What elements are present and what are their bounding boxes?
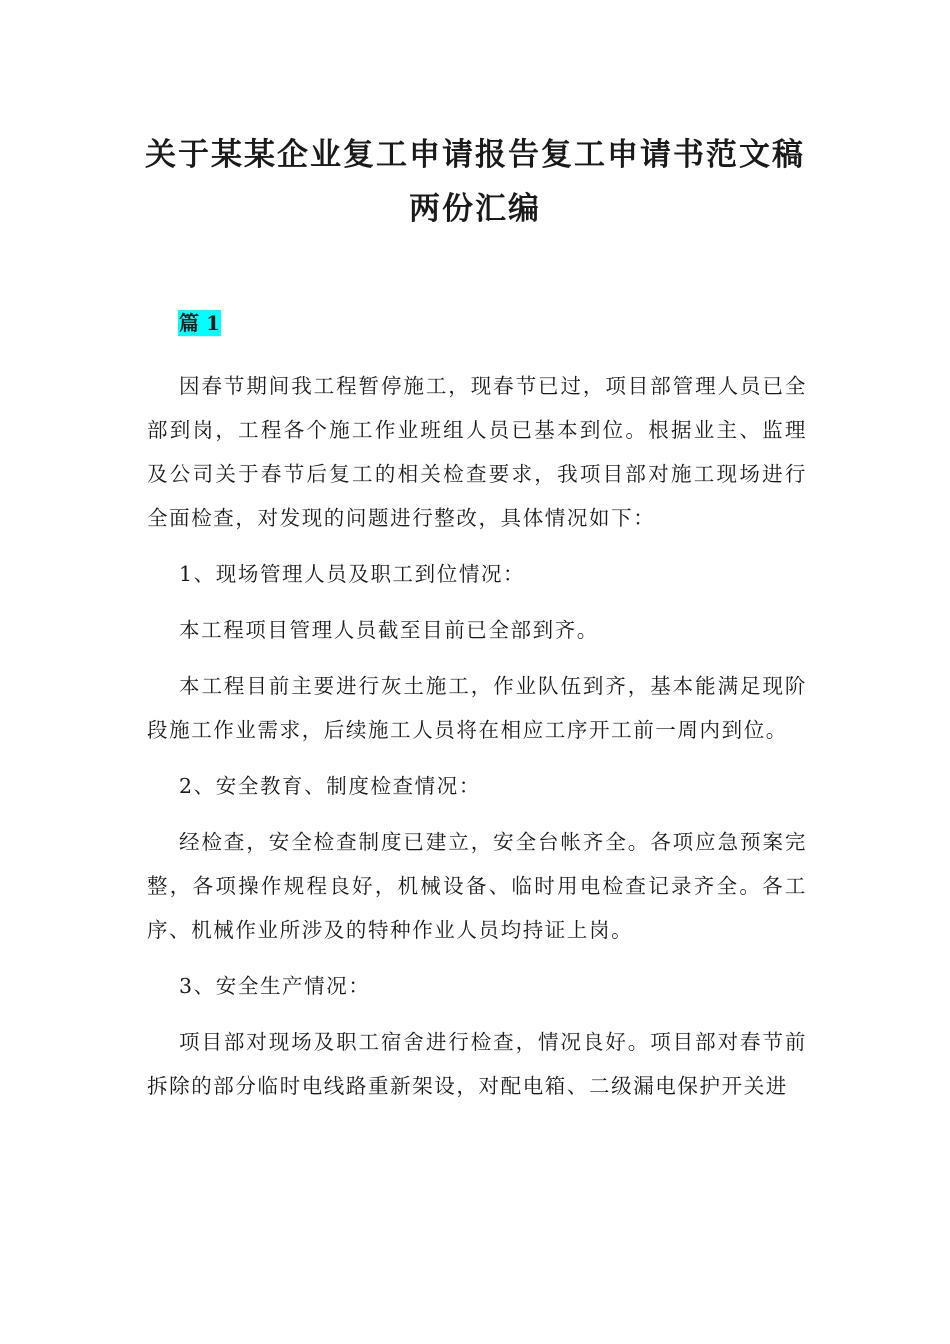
paragraph: 因春节期间我工程暂停施工，现春节已过，项目部管理人员已全部到岗，工程各个施工作业班组人员已基本到位。根据业主、监理及公司关于春节后复工的相关检查要求，我项目部对施工现场进行全面检查，对发现的问题进行整改，具体情况如下： bbox=[147, 374, 807, 530]
document-title bbox=[120, 128, 830, 236]
paragraph: 项目部对现场及职工宿舍进行检查，情况良好。项目部对春节前拆除的部分临时电线路重新架设，对配电箱、二级漏电保护开关进 bbox=[147, 1030, 807, 1098]
section-label: 篇 1 bbox=[179, 311, 220, 335]
paragraph: 本工程项目管理人员截至目前已全部到齐。 bbox=[179, 618, 599, 642]
document-body bbox=[147, 364, 807, 1108]
paragraph: 本工程目前主要进行灰土施工，作业队伍到齐，基本能满足现阶段施工作业需求，后续施工人员将在相应工序开工前一周内到位。 bbox=[147, 674, 807, 742]
paragraph: 经检查，安全检查制度已建立，安全台帐齐全。各项应急预案完整，各项操作规程良好，机械设备、临时用电检查记录齐全。各工序、机械作业所涉及的特种作业人员均持证上岗。 bbox=[147, 830, 807, 942]
paragraph: 3、安全生产情况： bbox=[179, 974, 371, 998]
paragraph: 2、安全教育、制度检查情况： bbox=[179, 774, 481, 798]
document-title-line-1: 关于某某企业复工申请报告复工申请书范文稿 bbox=[145, 137, 805, 173]
paragraph: 1、现场管理人员及职工到位情况： bbox=[179, 562, 526, 586]
document-title-line-2: 两份汇编 bbox=[409, 191, 541, 227]
